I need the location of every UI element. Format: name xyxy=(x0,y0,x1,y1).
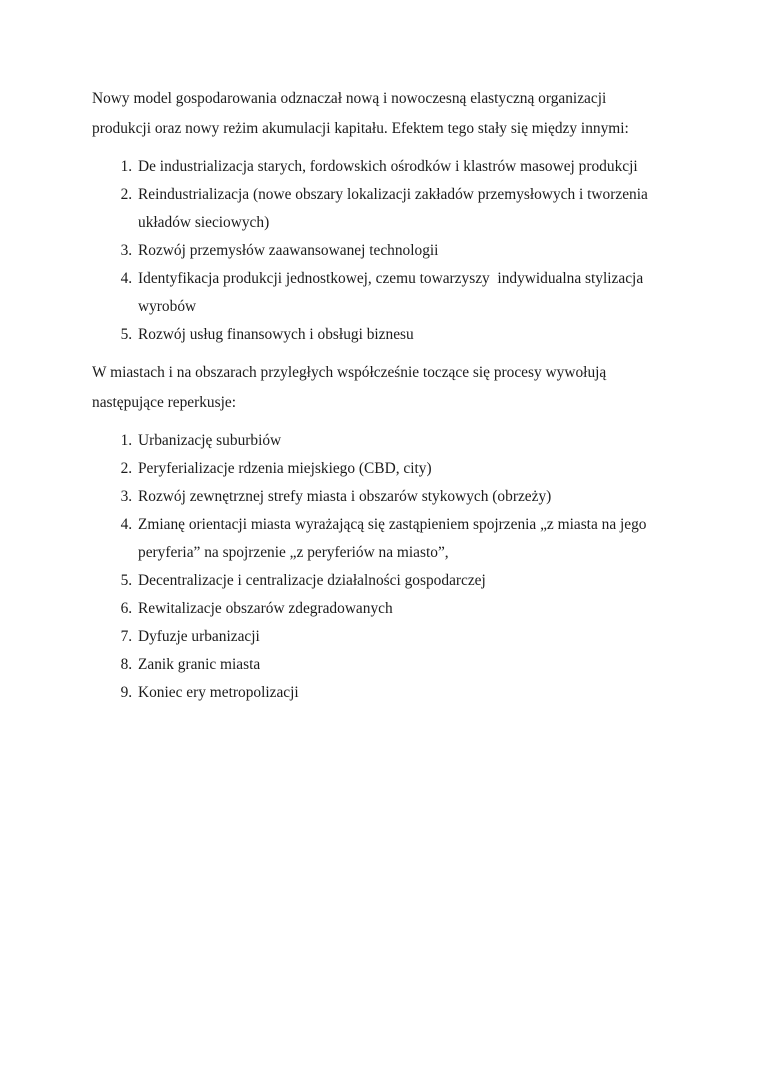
list-item: 7. Dyfuzje urbanizacji xyxy=(136,623,669,651)
list-item: 5. Decentralizacje i centralizacje działalności gospodarczej xyxy=(136,567,669,595)
list-item: 2. Reindustrializacja (nowe obszary lokalizacji zakładów przemysłowych i tworzenia układów sieciowych) xyxy=(136,181,669,237)
list-item: 9. Koniec ery metropolizacji xyxy=(136,679,669,707)
paragraph-economy-intro: Nowy model gospodarowania odznaczał nową i nowoczesną elastyczną organizacji produkcji oraz nowy reżim akumulacji kapitału. Efektem tego stały się między innymi: xyxy=(92,90,629,137)
list-item: 1. De industrializacja starych, fordowskich ośrodków i klastrów masowej produkcji xyxy=(136,153,669,181)
list-item: 4. Zmianę orientacji miasta wyrażającą się zastąpieniem spojrzenia „z miasta na jego peryferia” na spojrzenie „z peryferiów na miasto”, xyxy=(136,511,669,567)
list-item: 5. Rozwój usług finansowych i obsługi biznesu xyxy=(136,321,669,349)
list-item: 4. Identyfikacja produkcji jednostkowej, czemu towarzyszy indywidualna stylizacja wyrobów xyxy=(136,265,669,321)
list-item: 3. Rozwój przemysłów zaawansowanej technologii xyxy=(136,237,669,265)
list-item: 6. Rewitalizacje obszarów zdegradowanych xyxy=(136,595,669,623)
list-item: 8. Zanik granic miasta xyxy=(136,651,669,679)
list-item: 1. Urbanizację suburbiów xyxy=(136,427,669,455)
numbered-list-economy-effects xyxy=(92,153,669,349)
paragraph-urban-intro: W miastach i na obszarach przyległych współcześnie toczące się procesy wywołują następujące reperkusje: xyxy=(92,364,611,411)
numbered-list-urban-processes xyxy=(92,427,669,707)
list-item: 3. Rozwój zewnętrznej strefy miasta i obszarów stykowych (obrzeży) xyxy=(136,483,669,511)
list-item: 2. Peryferializacje rdzenia miejskiego (CBD, city) xyxy=(136,455,669,483)
